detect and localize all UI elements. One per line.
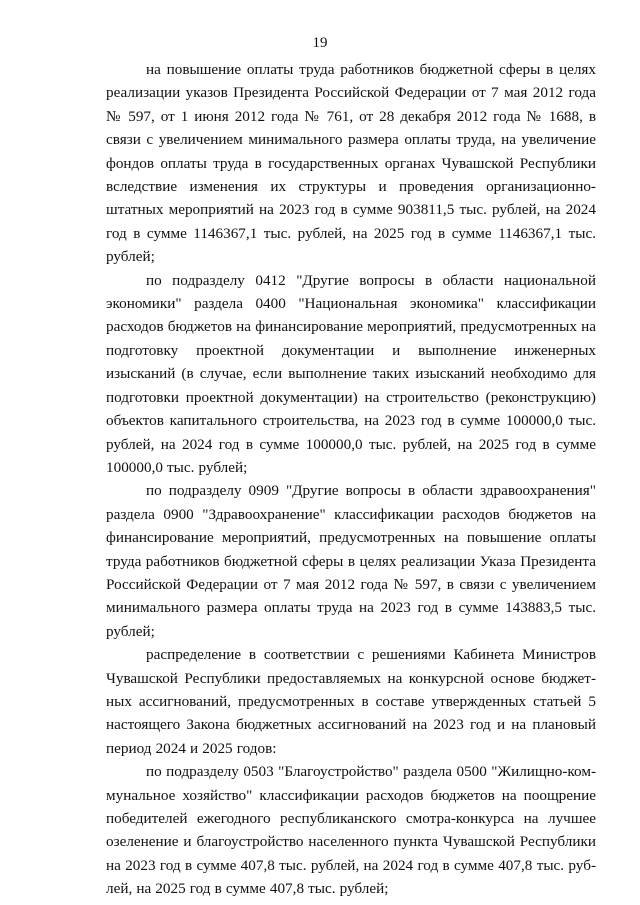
paragraph-competitive-allocation: распределение в соответствии с решениями Кабинета Министров Чувашской Республики предоставляемых на конкурсной основе бюджетных ассигнований, предусмотренных в составе утвержденных статьей 5 настоящего Закона бюджетных ассигнований на 2023 год и на плановый период 2024 и 2025 годов:	[106, 646, 596, 757]
document-body	[106, 58, 596, 901]
page-number: 19	[312, 35, 328, 51]
paragraph-subsection-0503: по подразделу 0503 "Благоустройство" раздела 0500 "Жилищно-коммунальное хозяйство" классификации расходов бюджетов на поощрение победителей ежегодного республиканского смотра-конкурса на лучшее озеленение и благоустройство населенного пункта Чувашской Республики на 2023 год в сумме 407,8 тыс. рублей, на 2024 год в сумме 407,8 тыс. рублей, на 2025 год в сумме 407,8 тыс. рублей;	[106, 763, 596, 898]
paragraph-subsection-0412: по подразделу 0412 "Другие вопросы в области национальной экономики" раздела 0400 "Национальная экономика" классификации расходов бюджетов на финансирование мероприятий, предусмотренных на подготовку проектной документации и выполнение инженерных изысканий (в случае, если выполнение таких изысканий необходимо для подготовки проектной документации) на строительство (реконструкцию) объектов капитального строительства, на 2023 год в сумме 100000,0 тыс. рублей, на 2024 год в сумме 100000,0 тыс. рублей, на 2025 год в сумме 100000,0 тыс. рублей;	[106, 271, 596, 476]
paragraph-salary-increase: на повышение оплаты труда работников бюджетной сферы в целях реализации указов Президента Российской Федерации от 7 мая 2012 года № 597, от 1 июня 2012 года № 761, от 28 декабря 2012 года № 1688, в связи с увеличением минимального размера оплаты труда, на увеличение фондов оплаты труда в государственных органах Чувашской Республики вследствие изменения их структуры и проведения организационно-штатных мероприятий на 2023 год в сумме 903811,5 тыс. рублей, на 2024 год в сумме 1146367,1 тыс. рублей, на 2025 год в сумме 1146367,1 тыс. рублей;	[106, 61, 596, 266]
paragraph-subsection-0909: по подразделу 0909 "Другие вопросы в области здравоохранения" раздела 0900 "Здравоохранение" классификации расходов бюджетов на финансирование мероприятий, предусмотренных на повышение оплаты труда работников бюджетной сферы в целях реализации Указа Президента Российской Федерации от 7 мая 2012 года № 597, в связи с увеличением минимального размера оплаты труда на 2023 год в сумме 143883,5 тыс. рублей;	[106, 482, 596, 640]
